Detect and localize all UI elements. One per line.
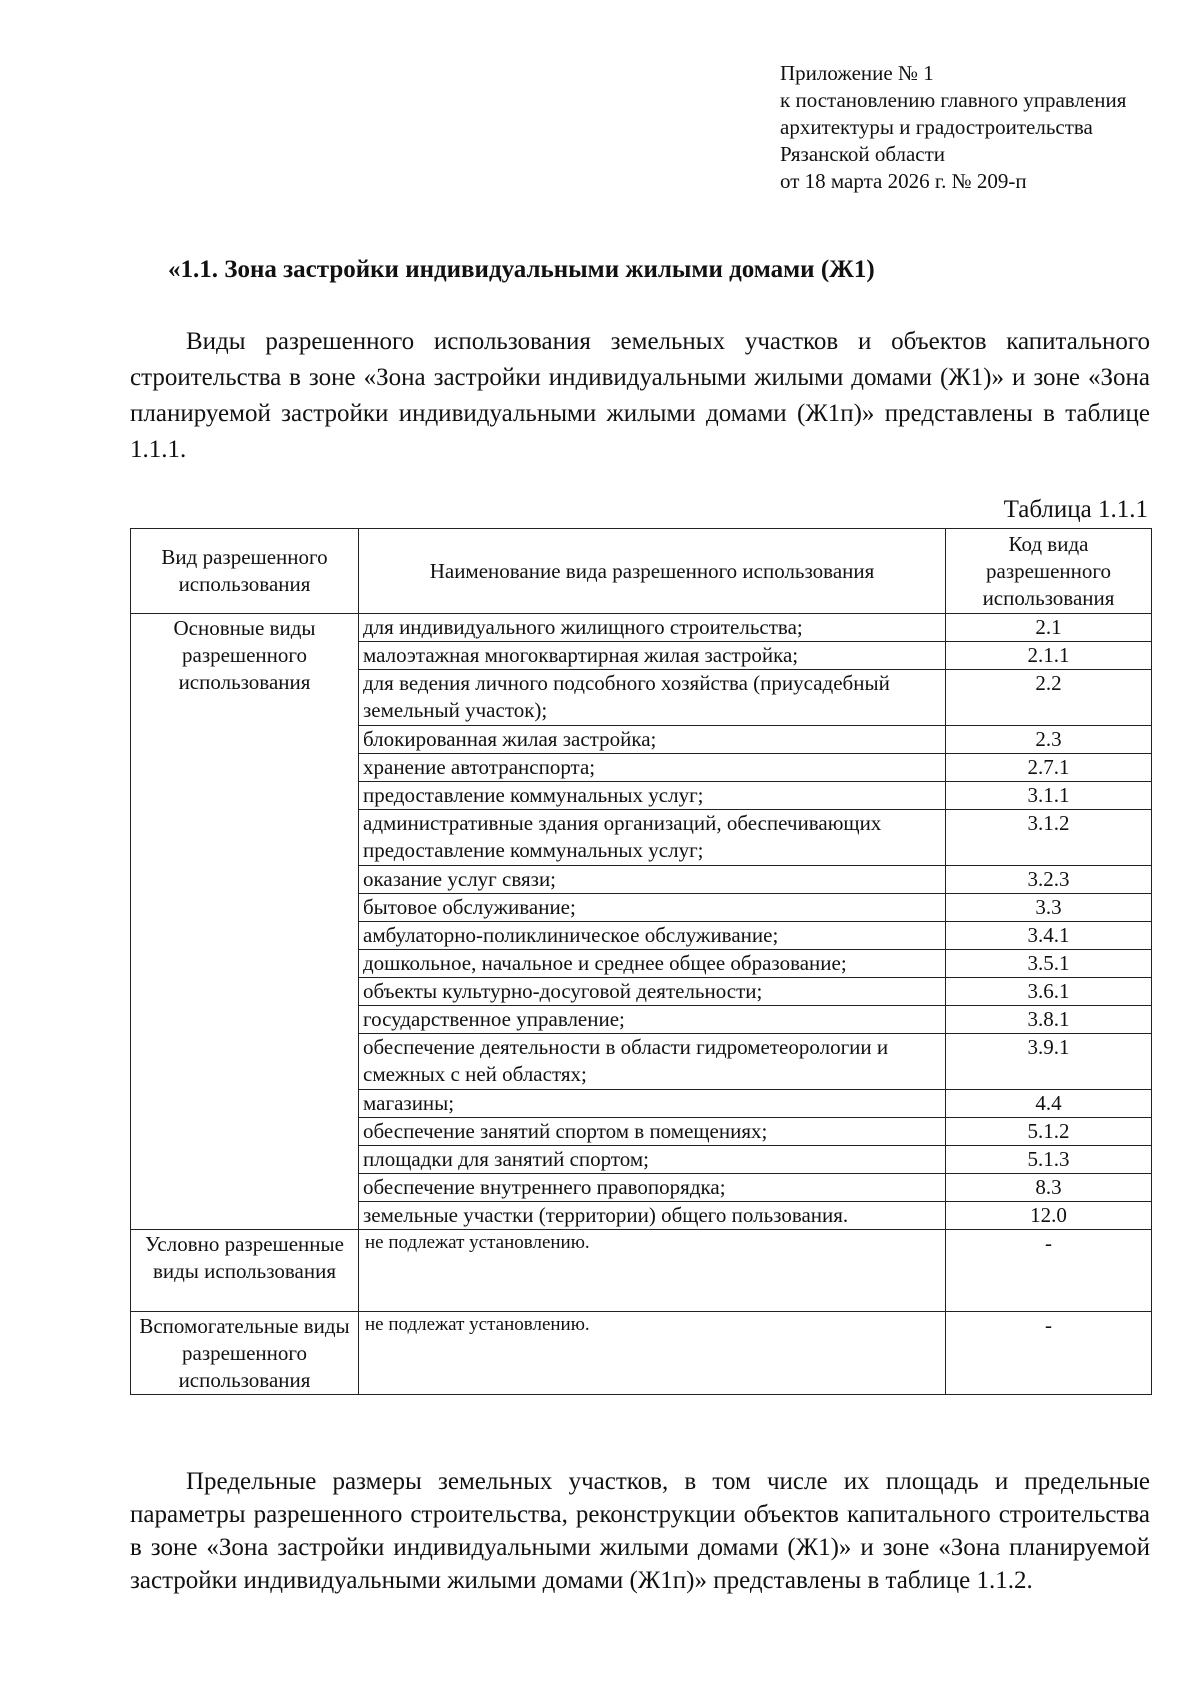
use-name: объекты культурно-досуговой деятельности;: [359, 978, 946, 1006]
use-code: 3.3: [946, 894, 1152, 922]
use-code: 2.7.1: [946, 754, 1152, 782]
use-code: 3.1.2: [946, 810, 1152, 866]
use-code: 4.4: [946, 1090, 1152, 1118]
use-code: 2.1.1: [946, 642, 1152, 670]
appendix-line: Приложение № 1: [780, 61, 934, 85]
use-name: предоставление коммунальных услуг;: [359, 782, 946, 810]
header-land-use-code: Код вида разрешенного использования: [946, 529, 1152, 614]
use-name: административные здания организаций, обеспечивающих предоставление коммунальных услуг;: [359, 810, 946, 866]
use-code: 3.1.1: [946, 782, 1152, 810]
appendix-line: Рязанской области: [780, 142, 946, 166]
category-auxiliary: Вспомогательные виды разрешенного использования: [131, 1312, 359, 1395]
use-code: 3.6.1: [946, 978, 1152, 1006]
use-code: 2.3: [946, 726, 1152, 754]
use-code: -: [946, 1230, 1152, 1312]
use-code: 3.4.1: [946, 922, 1152, 950]
use-code: 12.0: [946, 1202, 1152, 1230]
category-conditional: Условно разрешенные виды использования: [131, 1230, 359, 1312]
appendix-line: от 18 марта 2026 г. № 209-п: [780, 169, 1027, 193]
use-name: обеспечение деятельности в области гидрометеорологии и смежных с ней областях;: [359, 1034, 946, 1090]
closing-paragraph: Предельные размеры земельных участков, в том числе их площадь и предельные параметры разрешенного строительства, реконструкции объектов капитального строительства в зоне «Зона застройки индивидуальными жилыми домами (Ж1)» и зоне «Зона планируемой застройки индивидуальными жилыми домами (Ж1п)» представлены в таблице 1.1.2.: [130, 1468, 1150, 1594]
use-name: бытовое обслуживание;: [359, 894, 946, 922]
section-heading: «1.1. Зона застройки индивидуальными жилыми домами (Ж1): [168, 256, 875, 283]
use-code: 3.5.1: [946, 950, 1152, 978]
table-header-row: [131, 529, 1152, 614]
intro-paragraph: Виды разрешенного использования земельных участков и объектов капитального строительства в зоне «Зона застройки индивидуальными жилыми домами (Ж1)» и зоне «Зона планируемой застройки индивидуальными жилыми домами (Ж1п)» представлены в таблице 1.1.1.: [130, 328, 1150, 463]
use-name: оказание услуг связи;: [359, 866, 946, 894]
use-name: обеспечение занятий спортом в помещениях;: [359, 1118, 946, 1146]
use-code: 5.1.2: [946, 1118, 1152, 1146]
use-code: 3.8.1: [946, 1006, 1152, 1034]
use-code: -: [946, 1312, 1152, 1395]
use-name: амбулаторно-поликлиническое обслуживание;: [359, 922, 946, 950]
use-code: 8.3: [946, 1174, 1152, 1202]
use-name: для ведения личного подсобного хозяйства (приусадебный земельный участок);: [359, 670, 946, 726]
use-name: государственное управление;: [359, 1006, 946, 1034]
use-name: обеспечение внутреннего правопорядка;: [359, 1174, 946, 1202]
table-row: [131, 1312, 1152, 1395]
category-main: Основные виды разрешенного использования: [131, 614, 359, 1230]
table-caption: Таблица 1.1.1: [1003, 496, 1148, 523]
table-row: [131, 1230, 1152, 1312]
use-name: хранение автотранспорта;: [359, 754, 946, 782]
use-name: площадки для занятий спортом;: [359, 1146, 946, 1174]
use-name: не подлежат установлению.: [359, 1312, 946, 1395]
use-name: магазины;: [359, 1090, 946, 1118]
use-name: не подлежат установлению.: [359, 1230, 946, 1312]
use-name: малоэтажная многоквартирная жилая застройка;: [359, 642, 946, 670]
use-code: 2.1: [946, 614, 1152, 642]
use-code: 5.1.3: [946, 1146, 1152, 1174]
use-name: блокированная жилая застройка;: [359, 726, 946, 754]
appendix-line: архитектуры и градостроительства: [780, 115, 1093, 139]
appendix-note: [780, 60, 1126, 195]
table-row: [131, 614, 1152, 642]
use-name: для индивидуального жилищного строительства;: [359, 614, 946, 642]
use-code: 2.2: [946, 670, 1152, 726]
use-code: 3.2.3: [946, 866, 1152, 894]
use-name: земельные участки (территории) общего пользования.: [359, 1202, 946, 1230]
header-land-use-name: Наименование вида разрешенного использования: [359, 529, 946, 614]
appendix-line: к постановлению главного управления: [780, 88, 1127, 112]
header-land-use-type: Вид разрешенного использования: [131, 529, 359, 614]
land-use-table: [130, 528, 1152, 1395]
use-code: 3.9.1: [946, 1034, 1152, 1090]
use-name: дошкольное, начальное и среднее общее образование;: [359, 950, 946, 978]
